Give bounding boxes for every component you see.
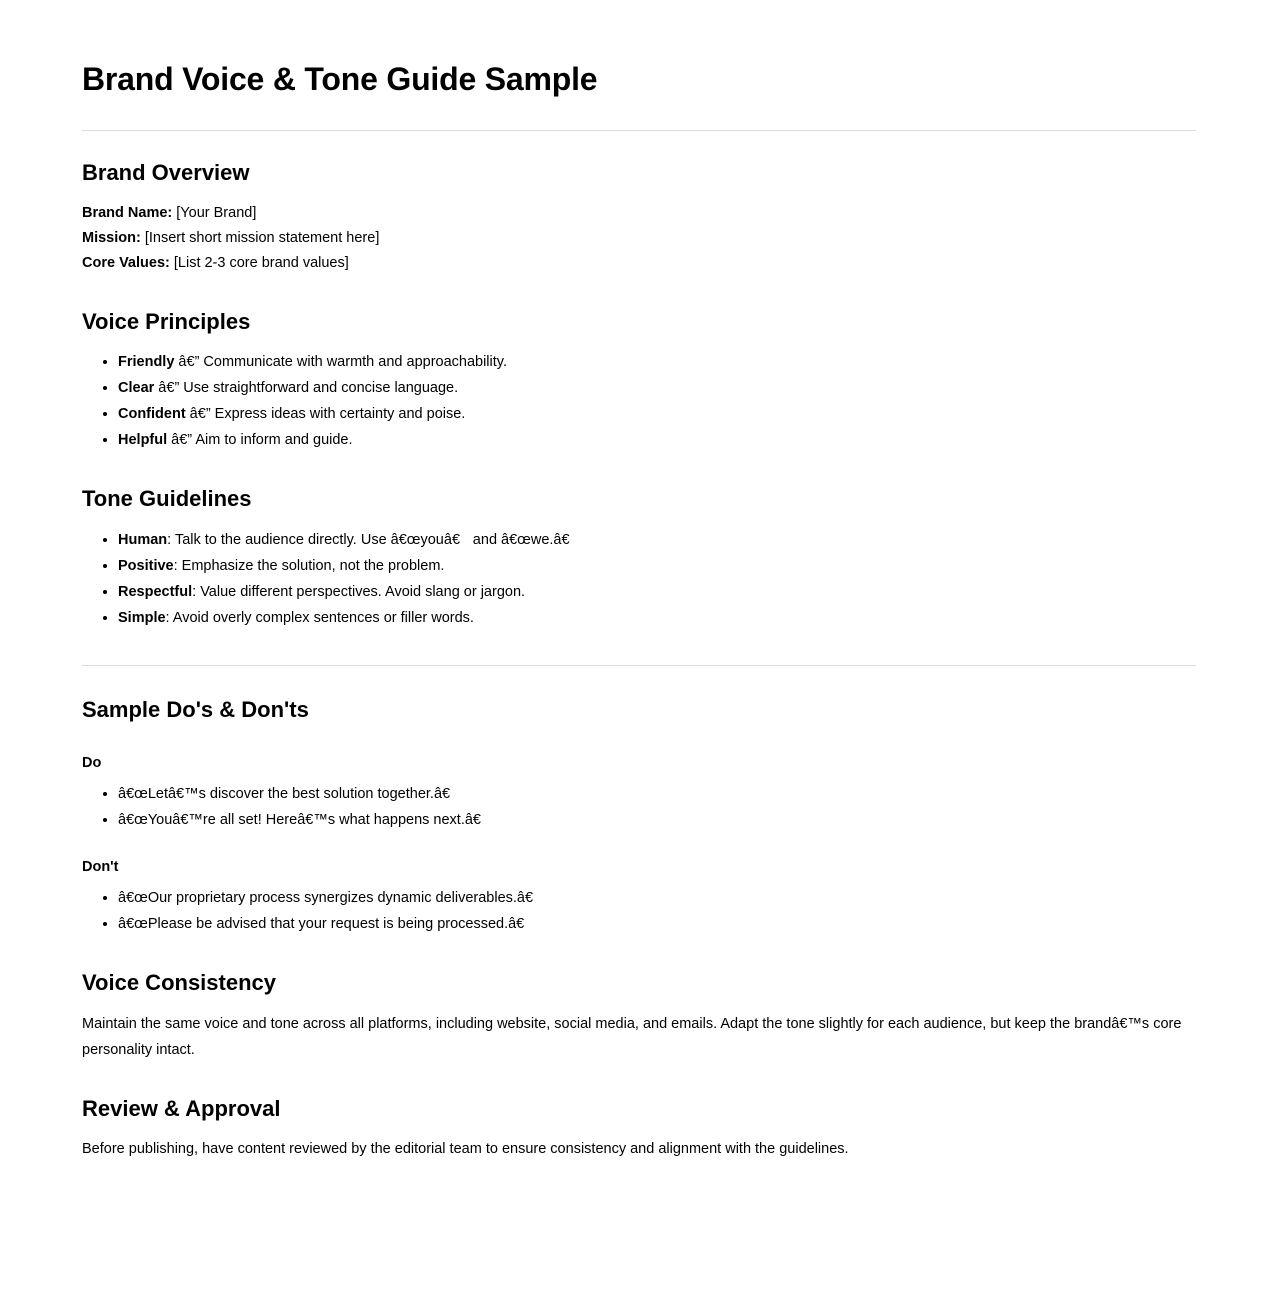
section-heading-sample-dos-donts: Sample Do's & Don'ts	[82, 696, 309, 722]
field-value-brand-name: [Your Brand]	[176, 204, 257, 221]
field-core-values	[82, 251, 1196, 276]
voice-consistency-text: Maintain the same voice and tone across all platforms, including website, social media, and emails. Adapt the tone slightly for each audience, but keep the brandâ€™s core personality intact.	[82, 1015, 1182, 1058]
section-divider	[82, 665, 1196, 666]
list-item: • â€œPlease be advised that your request is being processed.â€	[118, 911, 1196, 937]
subheading-do: Do	[82, 755, 102, 772]
subsection-do	[82, 755, 1196, 833]
list-item-text: â€” Express ideas with certainty and poise.	[185, 406, 466, 423]
subsection-dont	[82, 859, 1196, 937]
list-item	[118, 605, 1196, 631]
list-item-term: Positive	[118, 557, 174, 574]
list-item	[118, 427, 1196, 453]
list-item	[118, 375, 1196, 401]
list-item-text: : Avoid overly complex sentences or filler words.	[165, 609, 474, 626]
spacer	[82, 737, 1196, 755]
list-item	[118, 349, 1196, 375]
list-item-term: Confident	[118, 406, 186, 423]
list-item-text: â€” Use straightforward and concise language.	[154, 380, 459, 397]
field-label-brand-name: Brand Name:	[82, 204, 173, 221]
section-review-approval	[82, 1095, 1196, 1163]
field-mission	[82, 226, 1196, 251]
section-heading-voice-consistency: Voice Consistency	[82, 970, 276, 996]
field-value-mission: [Insert short mission statement here]	[144, 229, 380, 246]
list-item: • â€œOur proprietary process synergizes dynamic deliverables.â€	[118, 885, 1196, 911]
section-sample-dos-donts	[82, 696, 1196, 938]
dont-list	[82, 885, 1196, 937]
section-tone-guidelines	[82, 485, 1196, 631]
list-item-text: â€” Aim to inform and guide.	[167, 432, 353, 449]
title-divider	[82, 130, 1196, 131]
subheading-dont: Don't	[82, 859, 119, 876]
list-item	[118, 579, 1196, 605]
list-item: • â€œYouâ€™re all set! Hereâ€™s what happens next.â€	[118, 807, 1196, 833]
list-item	[118, 527, 1196, 553]
list-item	[118, 401, 1196, 427]
list-item: • â€œLetâ€™s discover the best solution together.â€	[118, 781, 1196, 807]
list-item-term: Clear	[118, 380, 155, 397]
list-item-term: Human	[118, 531, 168, 548]
list-item-text: â€” Communicate with warmth and approachability.	[174, 354, 507, 371]
section-heading-brand-overview: Brand Overview	[82, 160, 250, 186]
section-heading-voice-principles: Voice Principles	[82, 308, 251, 334]
list-item-text: : Value different perspectives. Avoid slang or jargon.	[192, 583, 526, 600]
page-title: Brand Voice & Tone Guide Sample	[82, 61, 598, 97]
list-item-text: : Emphasize the solution, not the problem.	[173, 557, 445, 574]
list-item-text: : Talk to the audience directly. Use â€œyouâ€ and â€œwe.â€	[167, 531, 579, 548]
section-brand-overview	[82, 159, 1196, 276]
field-brand-name	[82, 201, 1196, 226]
list-item-term: Respectful	[118, 583, 193, 600]
list-item-term: Friendly	[118, 354, 175, 371]
section-heading-tone-guidelines: Tone Guidelines	[82, 486, 252, 512]
section-voice-principles	[82, 308, 1196, 454]
do-list	[82, 781, 1196, 833]
section-heading-review-approval: Review & Approval	[82, 1095, 281, 1121]
list-item	[118, 553, 1196, 579]
tone-guidelines-list	[82, 527, 1196, 631]
field-value-core-values: [List 2-3 core brand values]	[173, 254, 349, 271]
list-item-term: Simple	[118, 609, 166, 626]
list-item-term: Helpful	[118, 432, 168, 449]
field-label-core-values: Core Values:	[82, 254, 170, 271]
field-label-mission: Mission:	[82, 229, 141, 246]
section-voice-consistency	[82, 969, 1196, 1063]
review-approval-text: Before publishing, have content reviewed by the editorial team to ensure consistency and alignment with the guidelines.	[82, 1141, 849, 1158]
voice-principles-list	[82, 349, 1196, 453]
